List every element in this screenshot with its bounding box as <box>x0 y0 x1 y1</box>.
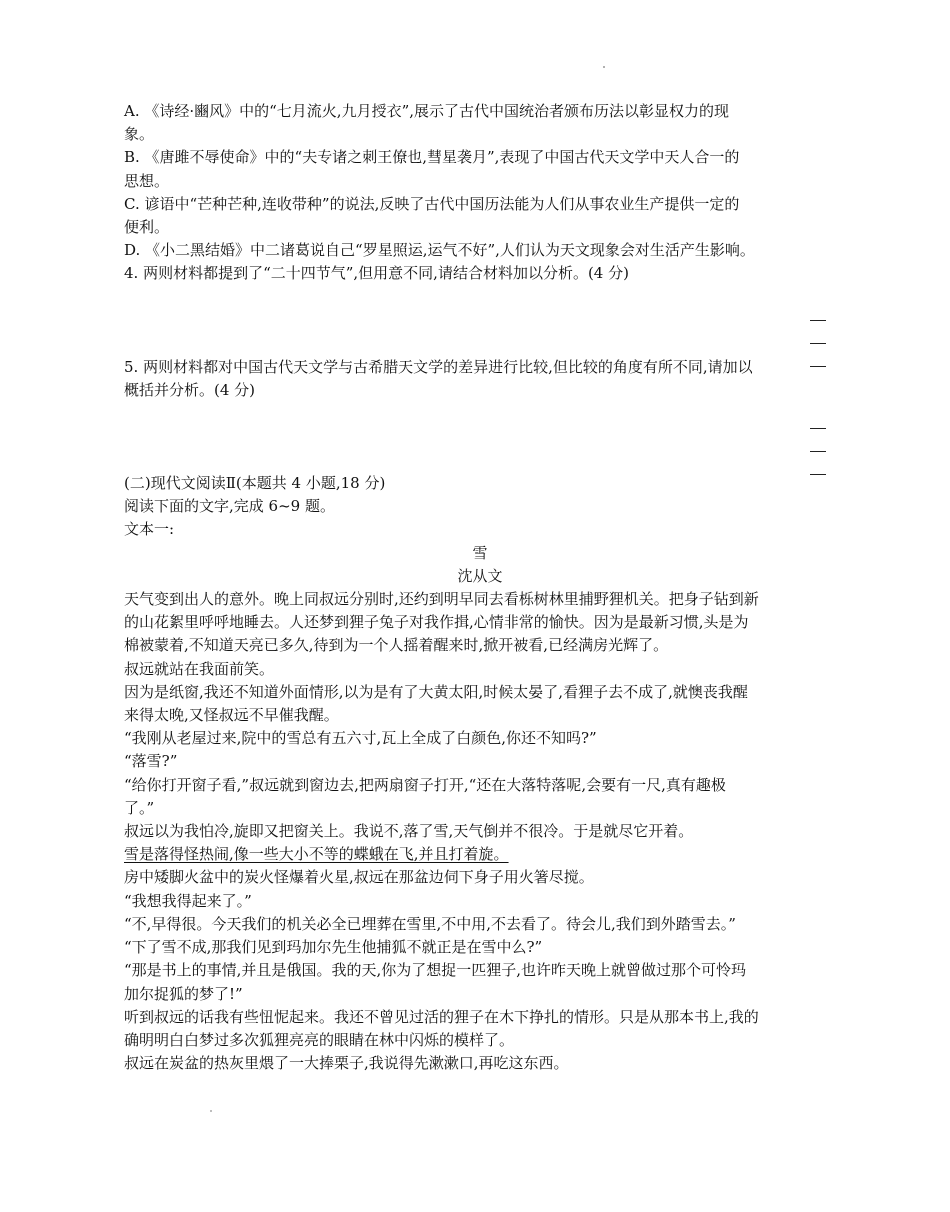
answer-line <box>810 343 826 344</box>
paragraph-line: “我刚从老屋过来,院中的雪总有五六寸,瓦上全成了白颜色,你还不知吗?” <box>124 729 597 748</box>
paragraph <box>124 727 836 750</box>
text-label: 文本一: <box>124 520 175 539</box>
section-instruction: 阅读下面的文字,完成 6~9 题。 <box>124 497 335 516</box>
paragraph-line: 叔远就站在我面前笑。 <box>124 659 275 678</box>
answer-line <box>810 474 826 475</box>
option-text: 思想。 <box>124 171 170 190</box>
question-text: 概括并分析。(4 分) <box>124 380 256 399</box>
option-a <box>124 100 836 146</box>
paragraph-line: 加尔捉狐的梦了!” <box>124 984 243 1003</box>
paragraph-line: “给你打开窗子看,”叔远就到窗边去,把两扇窗子打开,“还在大落特落呢,会要有一尺,真有趣极 <box>124 775 726 794</box>
answer-line <box>810 366 826 367</box>
paragraph <box>124 681 836 727</box>
scan-speck <box>210 1110 212 1112</box>
paragraph <box>124 1052 836 1075</box>
paragraph-line: 听到叔远的话我有些忸怩起来。我还不曾见过活的狸子在木下挣扎的情形。只是从那本书上,我的 <box>124 1007 759 1026</box>
article-author: 沈从文 <box>457 566 503 585</box>
question-4 <box>124 262 836 355</box>
paragraph <box>124 750 836 773</box>
paragraph-line: 确明明白白梦过多次狐狸亮亮的眼睛在林中闪烁的模样了。 <box>124 1030 515 1049</box>
paragraph-line: “不,早得很。今天我们的机关必全已埋葬在雪里,不中用,不去看了。待会儿,我们到外踏雪去。” <box>124 914 736 933</box>
scan-speck <box>603 66 605 68</box>
paragraph <box>124 658 836 681</box>
answer-line <box>810 451 826 452</box>
paragraph <box>124 588 836 658</box>
question-text: 5. 两则材料都对中国古代天文学与古希腊天文学的差异进行比较,但比较的角度有所不同,请加以 <box>124 357 753 376</box>
paragraph-line: 的山花絮里呼呼地睡去。人还梦到狸子兔子对我作揖,心情非常的愉快。因为是最新习惯,头是为 <box>124 613 749 632</box>
option-text: 便利。 <box>124 218 170 237</box>
option-text: 象。 <box>124 125 155 144</box>
document-content <box>124 100 836 1075</box>
underlined-sentence: 雪是落得怪热闹,像一些大小不等的蝶蛾在飞,并且打着旋。 <box>124 845 509 864</box>
paragraph-line: 棉被蒙着,不知道天亮已多久,待到为一个人摇着醒来时,掀开被看,已经满房光辉了。 <box>124 636 669 655</box>
paragraph <box>124 774 836 820</box>
answer-line <box>810 428 826 429</box>
paragraph-underlined <box>124 843 836 866</box>
option-text: D. 《小二黑结婚》中二诸葛说自己“罗星照运,运气不好”,人们认为天文现象会对生活产生影响。 <box>124 241 755 260</box>
paragraph-line: 房中矮脚火盆中的炭火怪爆着火星,叔远在那盆边伺下身子用火箸尽搅。 <box>124 868 594 887</box>
answer-area <box>124 402 836 472</box>
paragraph <box>124 890 836 913</box>
paragraph <box>124 1006 836 1052</box>
section-title: (二)现代文阅读Ⅱ(本题共 4 小题,18 分) <box>124 474 386 493</box>
article-title: 雪 <box>472 543 488 562</box>
question-text: 4. 两则材料都提到了“二十四节气”,但用意不同,请结合材料加以分析。(4 分) <box>124 264 629 283</box>
paragraph-line: 来得太晚,又怪叔远不早催我醒。 <box>124 706 339 725</box>
option-c <box>124 193 836 239</box>
paragraph-line: 因为是纸窗,我还不知道外面情形,以为是有了大黄太阳,时候太晏了,看狸子去不成了,就懊丧我醒 <box>124 682 748 701</box>
paragraph-line: 叔远以为我怕冷,旋即又把窗关上。我说不,落了雪,天气倒并不很冷。于是就尽它开着。 <box>124 822 694 841</box>
paragraph-line: “下了雪不成,那我们见到玛加尔先生他捕狐不就正是在雪中么?” <box>124 938 543 957</box>
paragraph <box>124 866 836 889</box>
paragraph <box>124 936 836 959</box>
paragraph-line: “落雪?” <box>124 752 178 771</box>
paragraph-line: 了。” <box>124 798 155 817</box>
option-text: A. 《诗经·豳风》中的“七月流火,九月授衣”,展示了古代中国统治者颁布历法以彰显权力的现 <box>124 102 730 120</box>
option-text: C. 谚语中“芒种芒种,连收带种”的说法,反映了古代中国历法能为人们从事农业生产提供一定的 <box>124 194 740 213</box>
paragraph-line: “那是书上的事情,并且是俄国。我的天,你为了想捉一匹狸子,也许昨天晚上就曾做过那个可怜玛 <box>124 961 746 980</box>
option-text: B. 《唐雎不辱使命》中的“夫专诸之刺王僚也,彗星袭月”,表现了中国古代天文学中天人合一的 <box>124 148 740 167</box>
question-5 <box>124 356 836 472</box>
paragraph-line: 叔远在炭盆的热灰里煨了一大捧栗子,我说得先漱漱口,再吃这东西。 <box>124 1054 569 1073</box>
article-body <box>124 588 836 1075</box>
option-d <box>124 239 836 262</box>
paragraph <box>124 913 836 936</box>
paragraph-line: 天气变到出人的意外。晚上同叔远分别时,还约到明早同去看栎树林里捕野狸机关。把身子钻到新 <box>124 590 759 609</box>
paragraph <box>124 959 836 1005</box>
paragraph-line: “我想我得起来了。” <box>124 891 252 910</box>
option-b <box>124 146 836 192</box>
paragraph <box>124 820 836 843</box>
answer-area <box>124 286 836 356</box>
answer-line <box>810 320 826 321</box>
